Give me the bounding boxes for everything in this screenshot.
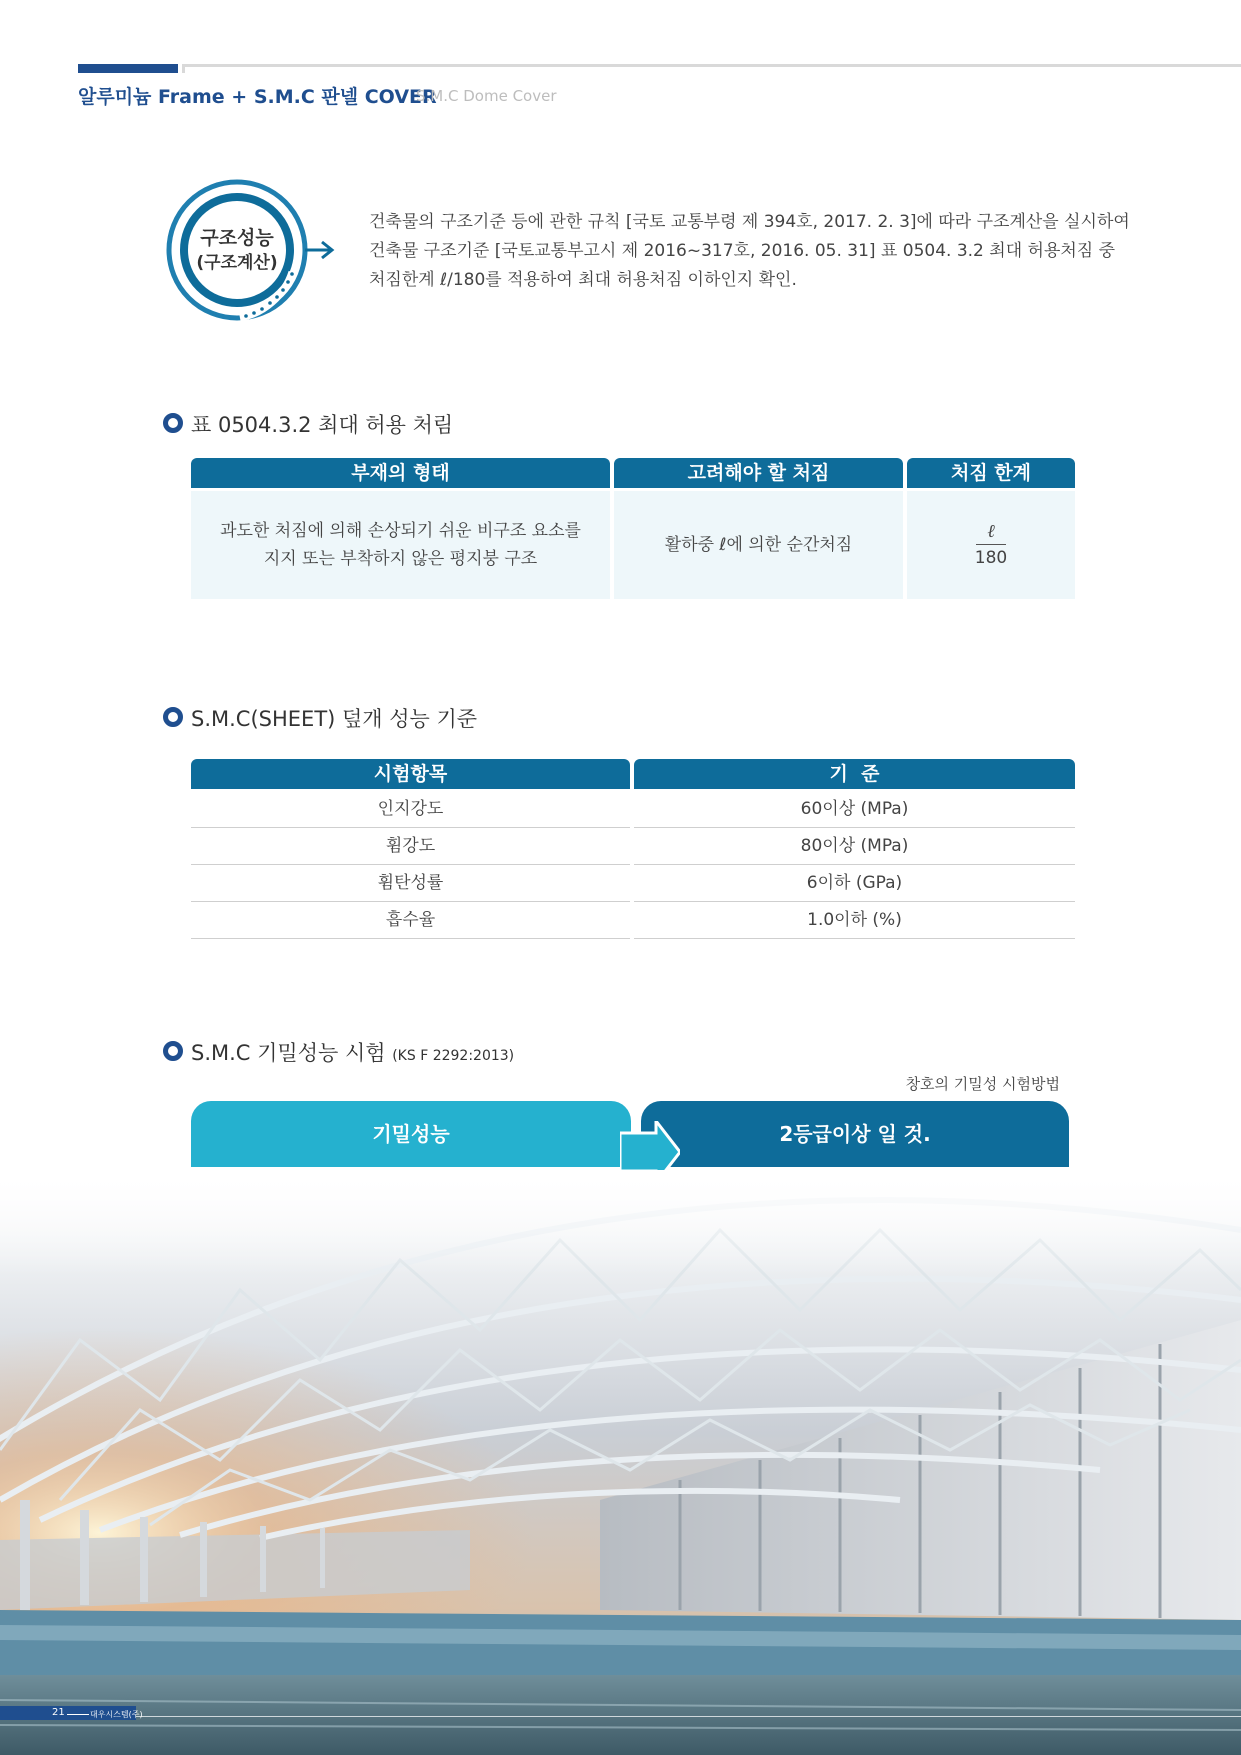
- bullet-ring-icon: [163, 707, 183, 727]
- footer-divider: [136, 1716, 1241, 1717]
- header-accent-bar: [78, 64, 178, 73]
- page-number: 21: [52, 1707, 65, 1718]
- intro-line: 처짐한계 ℓ/180를 적용하여 최대 허용처짐 이하인지 확인.: [369, 270, 797, 290]
- table-cell-item: 흡수율: [191, 902, 630, 939]
- table-header-test-item: 시험항목: [191, 759, 630, 789]
- section-heading-deflection: [163, 409, 453, 439]
- table-cell-standard: 6이하 (GPa): [634, 865, 1075, 902]
- section-title: 표 0504.3.2 최대 허용 처림: [191, 413, 454, 437]
- footer-dash: [67, 1714, 89, 1715]
- table-header-member: 부재의 형태: [191, 458, 610, 488]
- badge-label-line2: (구조계산): [196, 253, 278, 273]
- section-heading-airtightness: [163, 1037, 514, 1067]
- section-title: S.M.C 기밀성능 시험: [191, 1041, 386, 1065]
- fraction-denominator: 180: [974, 548, 1008, 568]
- intro-paragraph: [369, 208, 1130, 295]
- test-method-note: 창호의 기밀성 시험방법: [905, 1075, 1060, 1093]
- member-text-line: 과도한 처짐에 의해 손상되기 쉬운 비구조 요소를: [220, 521, 581, 541]
- bullet-ring-icon: [163, 1041, 183, 1061]
- deflection-limit-fraction: [975, 521, 1007, 569]
- table-header-standard: 기 준: [634, 759, 1075, 789]
- page-subtitle: S.M.C Dome Cover: [416, 87, 557, 105]
- airtightness-grade-box: 2등급이상 일 것.: [641, 1101, 1069, 1167]
- fraction-bar: [976, 544, 1006, 545]
- table-cell-standard: 1.0이하 (%): [634, 902, 1075, 939]
- fraction-numerator: ℓ: [987, 521, 995, 542]
- badge-label: [188, 226, 286, 276]
- table-cell-member: [191, 491, 610, 599]
- table-cell-item: 휨탄성률: [191, 865, 630, 902]
- airtightness-label-box: 기밀성능: [191, 1101, 631, 1167]
- bullet-ring-icon: [163, 413, 183, 433]
- company-name: 대우시스템(주): [90, 1710, 143, 1719]
- table-cell-item: 휨강도: [191, 828, 630, 865]
- header-divider-tick: [182, 64, 185, 73]
- section-title: S.M.C(SHEET) 덮개 성능 기준: [191, 707, 478, 731]
- member-text-line: 지지 또는 부착하지 않은 평지붕 구조: [263, 549, 538, 569]
- table-cell-limit: [907, 491, 1075, 599]
- section-heading-smc-sheet: [163, 703, 477, 733]
- table-header-limit: 처짐 한계: [907, 458, 1075, 488]
- table-cell-standard: 80이상 (MPa): [634, 828, 1075, 865]
- section-title-standard: (KS F 2292:2013): [392, 1048, 515, 1064]
- table-cell-item: 인지강도: [191, 791, 630, 828]
- intro-line: 건축물 구조기준 [국토교통부고시 제 2016~317호, 2016. 05. 31] 표 0504. 3.2 최대 허용처짐 중: [369, 241, 1116, 261]
- intro-line: 건축물의 구조기준 등에 관한 규칙 [국토 교통부령 제 394호, 2017. 2. 3]에 따라 구조계산을 실시하여: [369, 212, 1130, 232]
- page-title: 알루미늄 Frame + S.M.C 판넬 COVER: [78, 86, 437, 108]
- header-divider: [182, 64, 1241, 67]
- badge-label-line1: 구조성능: [200, 227, 274, 249]
- table-cell-deflection: 활하중 ℓ에 의한 순간처짐: [614, 491, 903, 599]
- dome-structure-photo: [0, 1170, 1241, 1755]
- table-header-deflection: 고려해야 할 처짐: [614, 458, 903, 488]
- table-cell-standard: 60이상 (MPa): [634, 791, 1075, 828]
